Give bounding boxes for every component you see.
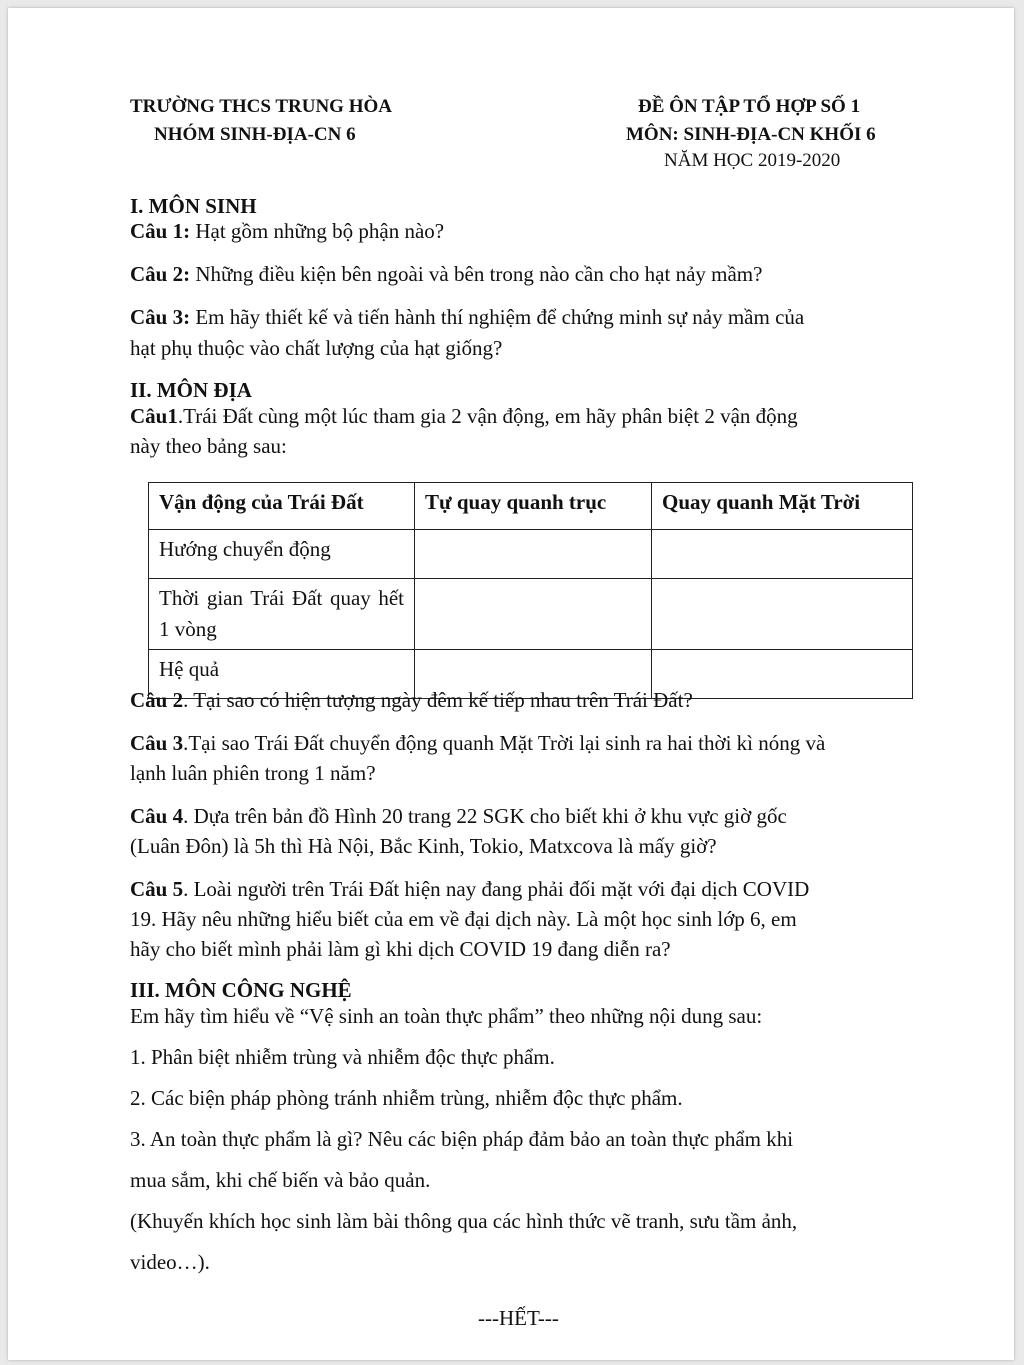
group-name: NHÓM SINH-ĐỊA-CN 6 <box>154 124 356 145</box>
exam-title: ĐỀ ÔN TẬP TỔ HỢP SỐ 1 <box>638 96 861 117</box>
sinh-question-2 <box>130 262 762 287</box>
question-text: Em hãy thiết kế và tiến hành thí nghiệm để chứng minh sự nảy mầm của <box>190 305 805 329</box>
section-dia-title: II. MÔN ĐỊA <box>130 378 252 402</box>
cong-nghe-item-3-cont: mua sắm, khi chế biến và bảo quản. <box>130 1168 431 1192</box>
dia-question-1 <box>130 404 798 429</box>
question-text: Hạt gồm những bộ phận nào? <box>190 219 445 243</box>
question-text: . Tại sao có hiện tượng ngày đêm kế tiếp nhau trên Trái Đất? <box>183 688 693 712</box>
sinh-question-3 <box>130 305 804 330</box>
cong-nghe-item-3: 3. An toàn thực phẩm là gì? Nêu các biện pháp đảm bảo an toàn thực phẩm khi <box>130 1127 794 1151</box>
end-marker: ---HẾT--- <box>478 1306 559 1330</box>
question-text: . Dựa trên bản đồ Hình 20 trang 22 SGK cho biết khi ở khu vực giờ gốc <box>183 804 787 828</box>
dia-question-3 <box>130 731 825 756</box>
cong-nghe-item-2: 2. Các biện pháp phòng tránh nhiễm trùng, nhiễm độc thực phẩm. <box>130 1086 683 1110</box>
table-row-label: Hướng chuyển động <box>149 530 415 579</box>
question-text: . Loài người trên Trái Đất hiện nay đang phải đối mặt với đại dịch COVID <box>183 877 810 901</box>
question-label: Câu 5 <box>130 877 184 901</box>
school-name: TRƯỜNG THCS TRUNG HÒA <box>130 96 392 117</box>
dia-question-5-cont2: hãy cho biết mình phải làm gì khi dịch COVID 19 đang diễn ra? <box>130 937 671 961</box>
table-cell-empty <box>652 530 913 579</box>
dia-question-3-cont: lạnh luân phiên trong 1 năm? <box>130 761 376 785</box>
table-cell-empty <box>415 579 652 650</box>
sinh-question-3-cont: hạt phụ thuộc vào chất lượng của hạt giống? <box>130 336 503 360</box>
table-header-row <box>149 483 913 530</box>
dia-question-2 <box>130 688 693 713</box>
question-label: Câu1 <box>130 404 178 428</box>
table-header-cell: Tự quay quanh trục <box>415 483 652 530</box>
table-row-label: Thời gian Trái Đất quay hết 1 vòng <box>149 579 415 650</box>
subject-title: MÔN: SINH-ĐỊA-CN KHỐI 6 <box>626 124 876 145</box>
school-year: NĂM HỌC 2019-2020 <box>664 150 841 171</box>
table-header-cell: Vận động của Trái Đất <box>149 483 415 530</box>
question-label: Câu 4 <box>130 804 184 828</box>
question-label: Câu 3: <box>130 305 191 329</box>
question-label: Câu 2: <box>130 262 191 286</box>
cong-nghe-note: (Khuyến khích học sinh làm bài thông qua các hình thức vẽ tranh, sưu tầm ảnh, <box>130 1209 798 1233</box>
table-row <box>149 530 913 579</box>
dia-question-4-cont: (Luân Đôn) là 5h thì Hà Nội, Bắc Kinh, Tokio, Matxcova là mấy giờ? <box>130 834 717 858</box>
question-text: .Tại sao Trái Đất chuyển động quanh Mặt Trời lại sinh ra hai thời kì nóng và <box>183 731 826 755</box>
cong-nghe-intro: Em hãy tìm hiểu về “Vệ sinh an toàn thực phẩm” theo những nội dung sau: <box>130 1004 763 1028</box>
question-label: Câu 1: <box>130 219 191 243</box>
dia-question-1-cont: này theo bảng sau: <box>130 434 287 458</box>
dia-question-5-cont: 19. Hãy nêu những hiểu biết của em về đại dịch này. Là một học sinh lớp 6, em <box>130 907 797 931</box>
table-header-cell: Quay quanh Mặt Trời <box>652 483 913 530</box>
dia-question-5 <box>130 877 809 902</box>
question-text: Những điều kiện bên ngoài và bên trong nào cần cho hạt nảy mầm? <box>190 262 763 286</box>
section-sinh-title: I. MÔN SINH <box>130 194 257 218</box>
table-cell-empty <box>652 579 913 650</box>
question-label: Câu 2 <box>130 688 184 712</box>
table-row <box>149 579 913 650</box>
earth-motion-table <box>148 482 913 699</box>
cong-nghe-item-1: 1. Phân biệt nhiễm trùng và nhiễm độc thực phẩm. <box>130 1045 555 1069</box>
table-cell-empty <box>415 530 652 579</box>
question-text: .Trái Đất cùng một lúc tham gia 2 vận động, em hãy phân biệt 2 vận động <box>177 404 798 428</box>
cong-nghe-note-cont: video…). <box>130 1250 210 1274</box>
document-page <box>8 8 1014 1360</box>
dia-question-4 <box>130 804 787 829</box>
sinh-question-1 <box>130 219 444 244</box>
question-label: Câu 3 <box>130 731 184 755</box>
table-row-label: Hệ quả <box>149 650 415 699</box>
section-cong-nghe-title: III. MÔN CÔNG NGHỆ <box>130 978 352 1002</box>
